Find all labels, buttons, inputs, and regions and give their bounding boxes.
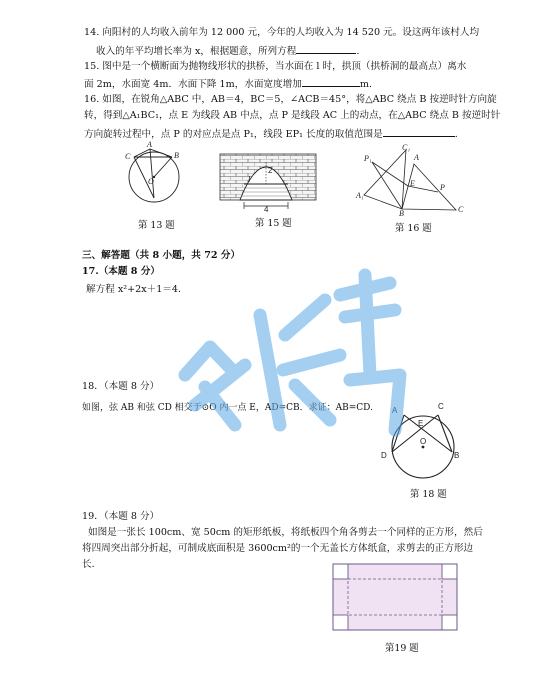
q14-line2: 收入的年平均增长率为 x，根据题意，所列方程 . bbox=[96, 43, 359, 58]
figure-13 bbox=[122, 140, 192, 213]
fig13-caption: 第 13 题 bbox=[138, 220, 175, 231]
q19-line3: 长. bbox=[82, 559, 95, 570]
q16-answer-blank[interactable] bbox=[383, 126, 455, 137]
fig18-label-d: D bbox=[381, 451, 387, 460]
fig18-label-e: E bbox=[418, 419, 424, 428]
fig19-caption: 第19 题 bbox=[385, 643, 419, 654]
q16-line2: 转，得到△A₁BC₁，点 E 为线段 AB 中点，点 P 是线段 AC 上的动点，在△ABC 绕点 B 按逆时针 bbox=[84, 110, 501, 121]
watermark-logo bbox=[165, 255, 410, 455]
q18-title: 18．（本题 8 分） bbox=[82, 381, 160, 392]
q17-title: 17.（本题 8 分） bbox=[82, 266, 161, 277]
section3-title: 三、解答题（共 8 小题，共 72 分） bbox=[82, 250, 241, 261]
figure-15 bbox=[218, 152, 318, 212]
fig16-label-c: C bbox=[458, 205, 464, 214]
fig16-label-p: P bbox=[440, 183, 445, 192]
fig16-label-a: A bbox=[414, 153, 419, 162]
fig13-label-b: B bbox=[174, 151, 179, 160]
fig15-width-label: 4 bbox=[264, 205, 269, 214]
q19-line2: 将四周突出部分折起，可制成底面积是 3600cm²的一个无盖长方体纸盒，求剪去的正方形边 bbox=[82, 543, 474, 554]
q16-line3: 方向旋转过程中，点 P 的对应点是点 P₁，线段 EP₁ 长度的取值范围是 . bbox=[84, 126, 458, 141]
fig13-label-a: A bbox=[147, 140, 152, 149]
fig18-label-c: C bbox=[438, 402, 444, 411]
fig18-label-a: A bbox=[392, 406, 398, 415]
fig15-height-label: 2 bbox=[268, 166, 273, 175]
q16-line1: 16. 如图，在锐角△ABC 中，AB＝4，BC＝5，∠ACB＝45°，将△ABC 绕点 B 按逆时针方向旋 bbox=[84, 94, 497, 105]
fig18-caption: 第 18 题 bbox=[410, 489, 447, 500]
figure-18 bbox=[378, 402, 468, 482]
q15-line2: 面 2m，水面宽 4m．水面下降 1m，水面宽度增加 m. bbox=[84, 76, 372, 91]
fig15-caption: 第 15 题 bbox=[255, 218, 292, 229]
fig18-label-b: B bbox=[454, 451, 460, 460]
fig16-label-p1: P₁ bbox=[364, 154, 372, 163]
fig16-caption: 第 16 题 bbox=[395, 223, 432, 234]
q14-line1: 14. 向阳村的人均收入前年为 12 000 元，今年的人均收入为 14 520 元。设这两年该村人均 bbox=[84, 27, 480, 38]
q19-line1: 如图是一张长 100cm、宽 50cm 的矩形纸板，将纸板四个角各剪去一个同样的正方形，然后 bbox=[88, 527, 483, 538]
fig15-waterline-label: l bbox=[248, 175, 251, 184]
q14-answer-blank[interactable] bbox=[296, 43, 356, 54]
fig13-label-c: C bbox=[125, 152, 131, 161]
figure-16 bbox=[354, 143, 464, 218]
fig13-label-o: O bbox=[148, 177, 154, 186]
fig16-label-b: B bbox=[399, 209, 404, 218]
q17-text: 解方程 x²+2x＋1＝4. bbox=[86, 284, 182, 295]
fig16-label-c1: C₁ bbox=[402, 143, 411, 152]
q15-line1: 15. 图中是一个横断面为抛物线形状的拱桥，当水面在 l 时，拱顶（拱桥洞的最高点）离水 bbox=[84, 61, 467, 72]
fig16-label-e: E bbox=[410, 179, 415, 188]
q19-title: 19．（本题 8 分） bbox=[82, 511, 160, 522]
q18-text: 如图，弦 AB 和弦 CD 相交于⊙O 内一点 E，AD=CB．求证：AB=CD. bbox=[82, 403, 373, 413]
fig18-label-o: O bbox=[420, 437, 427, 446]
q15-answer-blank[interactable] bbox=[302, 76, 360, 87]
figure-19 bbox=[332, 563, 458, 633]
fig16-label-a1: A₁ bbox=[356, 191, 364, 200]
